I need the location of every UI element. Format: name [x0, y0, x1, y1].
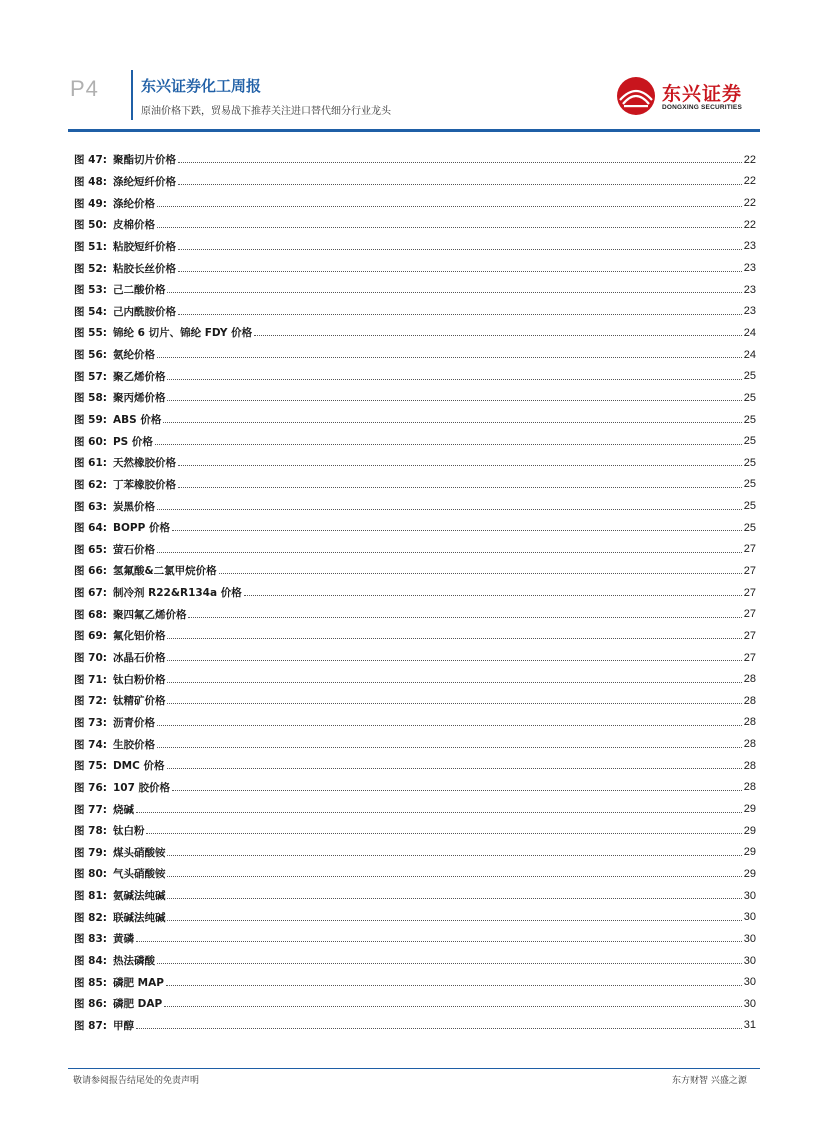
toc-entry-label: 图 57:: [74, 370, 107, 383]
toc-entry-page: 30: [743, 954, 756, 967]
dot-leader: [167, 682, 741, 683]
toc-entry-label: 图 80:: [74, 868, 107, 881]
toc-entry-title: 气头硝酸铵: [112, 868, 166, 881]
toc-entry-page: 29: [743, 824, 756, 837]
dot-leader: [244, 595, 742, 596]
header-rule: [68, 129, 760, 132]
toc-entry-label: 图 55:: [74, 327, 107, 340]
figure-toc: [74, 149, 756, 1036]
toc-entry-page: 31: [743, 1019, 756, 1032]
dot-leader: [136, 1028, 742, 1029]
dot-leader: [178, 271, 742, 272]
toc-entry[interactable]: [74, 647, 756, 669]
toc-entry-title: 粘胶短纤价格: [112, 240, 176, 253]
toc-entry-page: 25: [743, 521, 756, 534]
toc-entry[interactable]: [74, 971, 756, 993]
dot-leader: [172, 530, 742, 531]
toc-entry-page: 29: [743, 846, 756, 859]
toc-entry-page: 23: [743, 262, 756, 275]
toc-entry[interactable]: [74, 625, 756, 647]
toc-entry-label: 图 48:: [74, 175, 107, 188]
toc-entry[interactable]: [74, 214, 756, 236]
dot-leader: [157, 552, 742, 553]
dot-leader: [136, 812, 742, 813]
dot-leader: [157, 357, 742, 358]
toc-entry-label: 图 78:: [74, 825, 107, 838]
toc-entry-page: 30: [743, 911, 756, 924]
toc-entry-title: 氟化铝价格: [112, 630, 166, 643]
toc-entry-page: 28: [743, 694, 756, 707]
report-title: 东兴证券化工周报: [141, 77, 262, 95]
toc-entry-title: 沥青价格: [112, 716, 155, 729]
dot-leader: [157, 963, 742, 964]
toc-entry-label: 图 62:: [74, 478, 107, 491]
toc-entry-title: 氨纶价格: [112, 349, 155, 362]
dot-leader: [157, 227, 742, 228]
toc-entry-label: 图 61:: [74, 457, 107, 470]
dot-leader: [178, 487, 742, 488]
toc-entry-label: 图 64:: [74, 522, 107, 535]
toc-entry[interactable]: [74, 603, 756, 625]
dot-leader: [157, 509, 742, 510]
toc-entry[interactable]: [74, 365, 756, 387]
dot-leader: [178, 184, 742, 185]
toc-entry[interactable]: [74, 344, 756, 366]
toc-entry-title: 聚四氟乙烯价格: [112, 608, 187, 621]
toc-entry-page: 25: [743, 370, 756, 383]
toc-entry-label: 图 77:: [74, 803, 107, 816]
toc-entry-title: 聚丙烯价格: [112, 392, 166, 405]
dot-leader: [188, 617, 741, 618]
toc-entry-label: 图 65:: [74, 543, 107, 556]
dot-leader: [167, 292, 741, 293]
toc-entry-page: 27: [743, 543, 756, 556]
toc-entry[interactable]: [74, 885, 756, 907]
toc-entry-label: 图 86:: [74, 998, 107, 1011]
toc-entry-title: 丁苯橡胶价格: [112, 478, 176, 491]
dot-leader: [167, 920, 741, 921]
toc-entry-page: 27: [743, 651, 756, 664]
toc-entry-label: 图 49:: [74, 197, 107, 210]
toc-entry-title: 生胶价格: [112, 738, 155, 751]
toc-entry-title: 黄磷: [112, 933, 134, 946]
page-number: P4: [70, 76, 99, 101]
toc-entry-page: 23: [743, 240, 756, 253]
toc-entry[interactable]: [74, 906, 756, 928]
dot-leader: [155, 444, 742, 445]
toc-entry-page: 23: [743, 283, 756, 296]
toc-entry-title: 甲醇: [112, 1019, 134, 1032]
toc-entry-title: 磷肥 MAP: [112, 976, 164, 989]
toc-entry-label: 图 75:: [74, 760, 107, 773]
toc-entry-label: 图 85:: [74, 976, 107, 989]
toc-entry-title: 钛精矿价格: [112, 695, 166, 708]
toc-entry-label: 图 69:: [74, 630, 107, 643]
toc-entry[interactable]: [74, 842, 756, 864]
toc-entry-label: 图 81:: [74, 890, 107, 903]
dot-leader: [146, 833, 741, 834]
toc-entry-label: 图 72:: [74, 695, 107, 708]
toc-entry-page: 25: [743, 456, 756, 469]
toc-entry[interactable]: [74, 863, 756, 885]
toc-entry-page: 24: [743, 326, 756, 339]
toc-entry[interactable]: [74, 149, 756, 171]
toc-entry-label: 图 54:: [74, 305, 107, 318]
dot-leader: [178, 465, 742, 466]
toc-entry-title: 烧碱: [112, 803, 134, 816]
toc-entry[interactable]: [74, 452, 756, 474]
toc-entry-label: 图 53:: [74, 284, 107, 297]
toc-entry-title: ABS 价格: [112, 414, 162, 426]
dot-leader: [136, 941, 742, 942]
toc-entry-label: 图 83:: [74, 933, 107, 946]
toc-entry-title: 萤石价格: [112, 543, 155, 556]
toc-entry-page: 22: [743, 218, 756, 231]
dot-leader: [167, 703, 741, 704]
toc-entry-label: 图 52:: [74, 262, 107, 275]
toc-entry-title: 磷肥 DAP: [112, 998, 163, 1011]
toc-entry-label: 图 68:: [74, 608, 107, 621]
footer-slogan: 东方财智 兴盛之源: [672, 1076, 747, 1086]
toc-entry-label: 图 67:: [74, 587, 107, 600]
dot-leader: [157, 725, 742, 726]
toc-entry-page: 24: [743, 348, 756, 361]
toc-entry[interactable]: [74, 300, 756, 322]
toc-entry[interactable]: [74, 257, 756, 279]
toc-entry[interactable]: [74, 950, 756, 972]
dot-leader: [167, 855, 741, 856]
toc-entry-title: 热法磷酸: [112, 955, 155, 968]
toc-entry[interactable]: [74, 539, 756, 561]
toc-entry[interactable]: [74, 777, 756, 799]
dot-leader: [167, 876, 741, 877]
toc-entry[interactable]: [74, 712, 756, 734]
toc-entry[interactable]: [74, 236, 756, 258]
dot-leader: [167, 768, 742, 769]
toc-entry-label: 图 70:: [74, 652, 107, 665]
toc-entry[interactable]: [74, 279, 756, 301]
toc-entry-page: 25: [743, 435, 756, 448]
toc-entry[interactable]: [74, 409, 756, 431]
toc-entry[interactable]: [74, 430, 756, 452]
dot-leader: [167, 400, 741, 401]
toc-entry[interactable]: [74, 993, 756, 1015]
dot-leader: [172, 790, 742, 791]
dot-leader: [178, 162, 742, 163]
toc-entry-page: 27: [743, 586, 756, 599]
toc-entry-page: 27: [743, 564, 756, 577]
dot-leader: [164, 1006, 742, 1007]
toc-entry-label: 图 47:: [74, 154, 107, 167]
toc-entry-page: 25: [743, 500, 756, 513]
dot-leader: [254, 335, 742, 336]
toc-entry[interactable]: [74, 322, 756, 344]
toc-entry-label: 图 66:: [74, 565, 107, 578]
toc-entry-label: 图 74:: [74, 738, 107, 751]
toc-entry-label: 图 63:: [74, 500, 107, 513]
toc-entry-page: 30: [743, 889, 756, 902]
toc-entry-label: 图 87:: [74, 1019, 107, 1032]
toc-entry-title: 皮棉价格: [112, 219, 155, 232]
footer-disclaimer: 敬请参阅报告结尾处的免责声明: [73, 1076, 200, 1086]
toc-entry-page: 28: [743, 716, 756, 729]
dot-leader: [163, 422, 741, 423]
toc-entry-title: 107 胶价格: [112, 781, 171, 794]
toc-entry-label: 图 71:: [74, 673, 107, 686]
toc-entry-page: 28: [743, 781, 756, 794]
toc-entry-title: BOPP 价格: [112, 522, 170, 535]
footer-rule: [68, 1068, 760, 1069]
toc-entry-page: 25: [743, 413, 756, 426]
dot-leader: [219, 573, 742, 574]
toc-entry-page: 28: [743, 673, 756, 686]
toc-entry-page: 29: [743, 803, 756, 816]
toc-entry-title: 炭黑价格: [112, 500, 155, 513]
toc-entry-label: 图 76:: [74, 781, 107, 794]
toc-entry-label: 图 50:: [74, 219, 107, 232]
toc-entry-title: 制冷剂 R22&R134a 价格: [112, 587, 242, 600]
toc-entry[interactable]: [74, 690, 756, 712]
toc-entry-title: DMC 价格: [112, 760, 165, 773]
toc-entry-label: 图 79:: [74, 846, 107, 859]
toc-entry-page: 27: [743, 629, 756, 642]
toc-entry-page: 30: [743, 976, 756, 989]
dot-leader: [167, 379, 741, 380]
logo-cn-text: 东兴证券: [662, 83, 743, 105]
toc-entry-label: 图 82:: [74, 911, 107, 924]
toc-entry-page: 30: [743, 997, 756, 1010]
toc-entry-title: 天然橡胶价格: [112, 457, 176, 470]
toc-entry-title: 聚乙烯价格: [112, 370, 166, 383]
toc-entry-title: 锦纶 6 切片、锦纶 FDY 价格: [112, 327, 253, 340]
toc-entry-title: 聚酯切片价格: [112, 154, 176, 167]
dot-leader: [157, 747, 742, 748]
toc-entry-page: 28: [743, 759, 756, 772]
dot-leader: [178, 249, 742, 250]
toc-entry-title: 氢氟酸&二氯甲烷价格: [112, 565, 217, 578]
toc-entry-page: 25: [743, 478, 756, 491]
toc-entry-title: 氨碱法纯碱: [112, 890, 166, 903]
header-divider: [131, 70, 133, 120]
toc-entry[interactable]: [74, 560, 756, 582]
toc-entry-label: 图 51:: [74, 240, 107, 253]
toc-entry-page: 27: [743, 608, 756, 621]
toc-entry-page: 22: [743, 197, 756, 210]
toc-entry-title: 己内酰胺价格: [112, 305, 176, 318]
toc-entry[interactable]: [74, 517, 756, 539]
toc-entry[interactable]: [74, 798, 756, 820]
toc-entry[interactable]: [74, 192, 756, 214]
toc-entry-label: 图 59:: [74, 414, 107, 426]
toc-entry-title: PS 价格: [112, 435, 153, 448]
toc-entry-title: 钛白粉价格: [112, 673, 166, 686]
toc-entry-page: 25: [743, 391, 756, 404]
toc-entry-title: 钛白粉: [112, 825, 145, 838]
toc-entry[interactable]: [74, 1015, 756, 1037]
toc-entry-label: 图 56:: [74, 349, 107, 362]
logo-en-text: DONGXING SECURITIES: [662, 104, 743, 111]
toc-entry-label: 图 84:: [74, 955, 107, 968]
dot-leader: [167, 898, 741, 899]
dot-leader: [157, 206, 742, 207]
toc-entry-label: 图 73:: [74, 716, 107, 729]
toc-entry-title: 涤纶价格: [112, 197, 155, 210]
dot-leader: [178, 314, 742, 315]
dot-leader: [167, 638, 741, 639]
toc-entry-label: 图 58:: [74, 392, 107, 405]
toc-entry-page: 22: [743, 175, 756, 188]
toc-entry[interactable]: [74, 755, 756, 777]
toc-entry-title: 涤纶短纤价格: [112, 175, 176, 188]
toc-entry-page: 28: [743, 738, 756, 751]
toc-entry[interactable]: [74, 387, 756, 409]
toc-entry[interactable]: [74, 474, 756, 496]
toc-entry-page: 30: [743, 932, 756, 945]
toc-entry-title: 己二酸价格: [112, 284, 166, 297]
toc-entry-page: 23: [743, 305, 756, 318]
toc-entry-label: 图 60:: [74, 435, 107, 448]
toc-entry-title: 联碱法纯碱: [112, 911, 166, 924]
toc-entry[interactable]: [74, 820, 756, 842]
toc-entry[interactable]: [74, 733, 756, 755]
toc-entry-title: 煤头硝酸铵: [112, 846, 166, 859]
toc-entry-page: 22: [743, 153, 756, 166]
report-subtitle: 原油价格下跌，贸易战下推荐关注进口替代细分行业龙头: [141, 106, 391, 117]
toc-entry[interactable]: [74, 495, 756, 517]
toc-entry-title: 冰晶石价格: [112, 652, 166, 665]
toc-entry[interactable]: [74, 171, 756, 193]
dot-leader: [166, 985, 742, 986]
dot-leader: [167, 660, 741, 661]
toc-entry-page: 29: [743, 867, 756, 880]
toc-entry-title: 粘胶长丝价格: [112, 262, 176, 275]
toc-entry[interactable]: [74, 668, 756, 690]
toc-entry[interactable]: [74, 928, 756, 950]
toc-entry[interactable]: [74, 582, 756, 604]
